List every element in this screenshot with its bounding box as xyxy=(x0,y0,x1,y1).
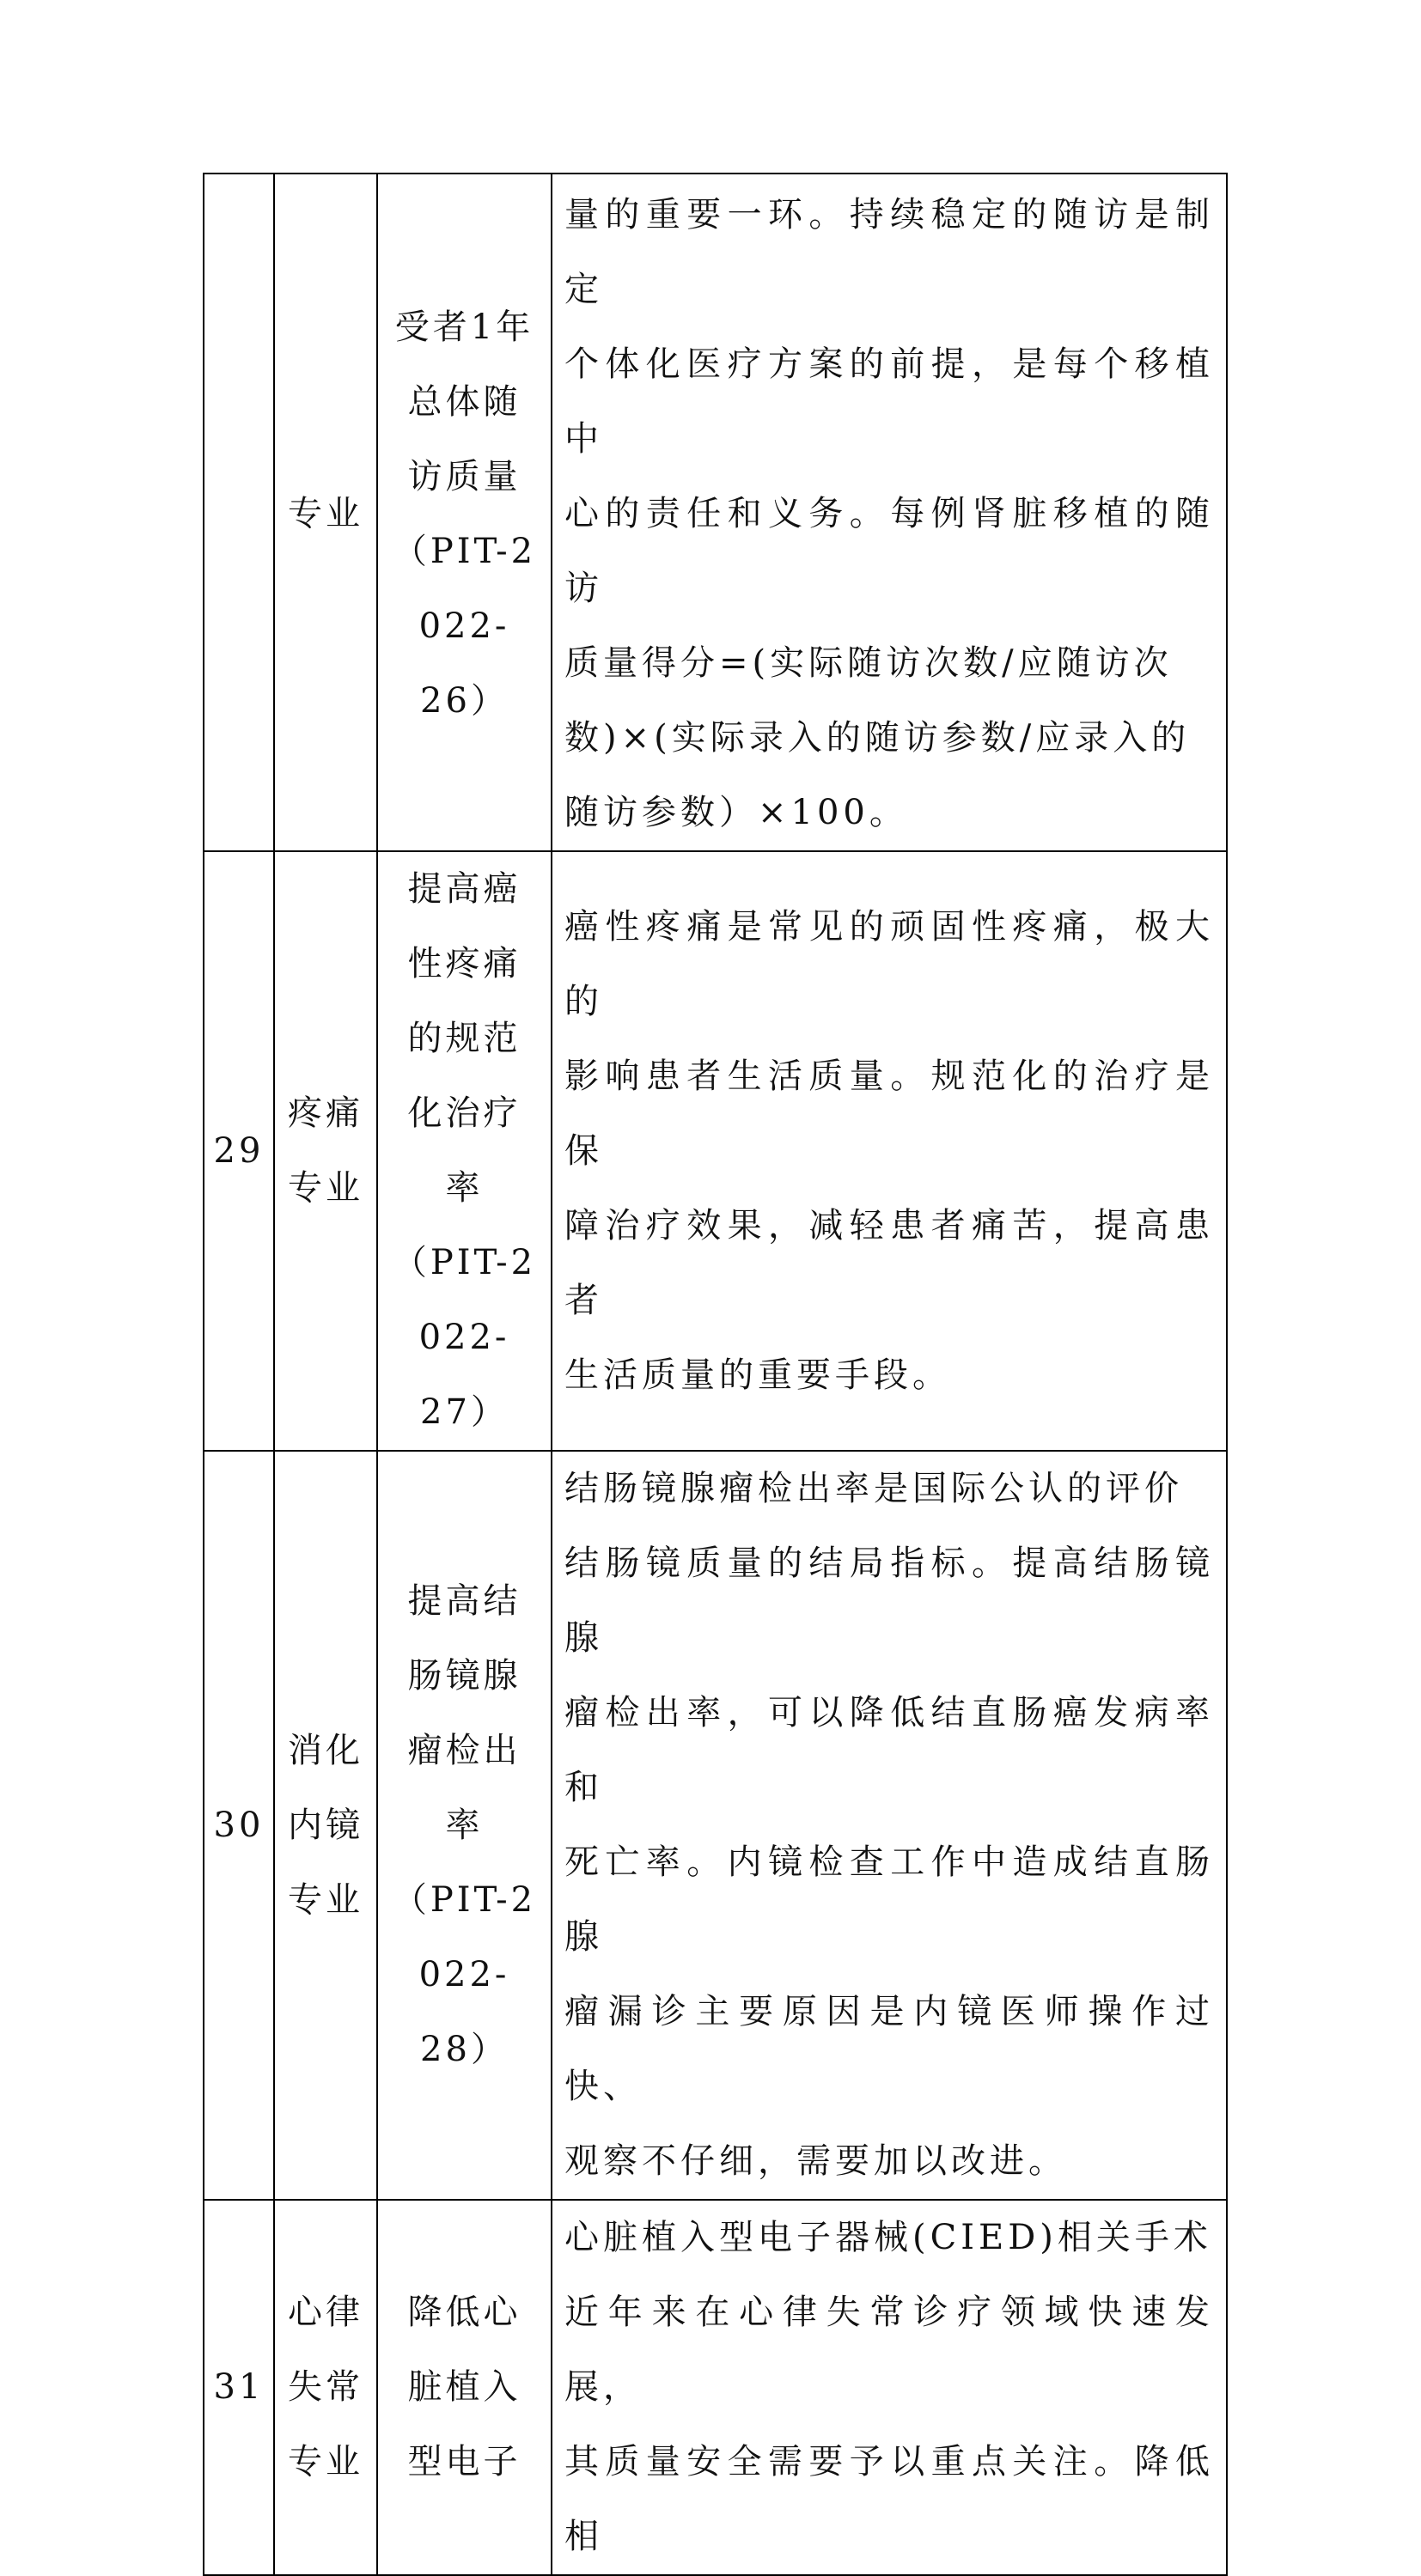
specialty-cell xyxy=(274,2200,377,2575)
specialty-name: 专业 xyxy=(288,494,363,533)
description-text: 癌性疼痛是常见的顽固性疼痛，极大的 影响患者生活质量。规范化的治疗是保 障治疗效果，减轻患者痛苦，提高患者 生活质量的重要手段。 xyxy=(564,906,1214,1395)
specialty-cell xyxy=(274,1451,377,2200)
goal-text: 受者1年 总体随 访质量 （PIT-2 022-26） xyxy=(392,307,537,721)
specialty-name: 疼痛 专业 xyxy=(288,1093,363,1208)
table-row xyxy=(204,174,1227,851)
quality-goals-table xyxy=(203,173,1228,2576)
goal-cell xyxy=(377,851,552,1451)
description-cell xyxy=(552,1451,1227,2200)
row-number xyxy=(204,511,273,515)
description-cell xyxy=(552,851,1227,1451)
description-cell xyxy=(552,174,1227,851)
description-text: 量的重要一环。持续稳定的随访是制定 个体化医疗方案的前提，是每个移植中 心的责任和义务。每例肾脏移植的随访 质量得分=(实际随访次数/应随访次 数)×(实际录入的随访参数/应录入的 随访参数）×100。 xyxy=(564,195,1214,832)
description-text: 结肠镜腺瘤检出率是国际公认的评价 结肠镜质量的结局指标。提高结肠镜腺 瘤检出率，可以降低结直肠癌发病率和 死亡率。内镜检查工作中造成结直肠腺 瘤漏诊主要原因是内镜医师操作过快、 观察不仔细，需要加以改进。 xyxy=(564,1469,1214,2181)
table-row xyxy=(204,851,1227,1451)
specialty-name: 消化 内镜 专业 xyxy=(288,1730,363,1920)
row-number-cell xyxy=(204,851,274,1451)
goal-cell xyxy=(377,2200,552,2575)
goal-cell xyxy=(377,1451,552,2200)
goal-text: 降低心 脏植入 型电子 xyxy=(407,2293,521,2482)
table-row xyxy=(204,2200,1227,2575)
specialty-name: 心律 失常 专业 xyxy=(288,2293,363,2482)
row-number-cell xyxy=(204,174,274,851)
description-cell xyxy=(552,2200,1227,2575)
goal-text: 提高癌 性疼痛 的规范 化治疗 率 （PIT-2 022-27） xyxy=(392,869,537,1432)
row-number: 29 xyxy=(213,1130,265,1171)
goal-text: 提高结 肠镜腺 瘤检出 率 （PIT-2 022-28） xyxy=(392,1580,537,2069)
table-row xyxy=(204,1451,1227,2200)
goal-cell xyxy=(377,174,552,851)
specialty-cell xyxy=(274,851,377,1451)
description-text: 心脏植入型电子器械(CIED)相关手术 近年来在心律失常诊疗领域快速发展， 其质量安全需要予以重点关注。降低相 xyxy=(564,2218,1214,2556)
row-number: 31 xyxy=(213,2367,265,2407)
row-number-cell xyxy=(204,2200,274,2575)
row-number-cell xyxy=(204,1451,274,2200)
row-number: 30 xyxy=(213,1805,265,1845)
specialty-cell xyxy=(274,174,377,851)
